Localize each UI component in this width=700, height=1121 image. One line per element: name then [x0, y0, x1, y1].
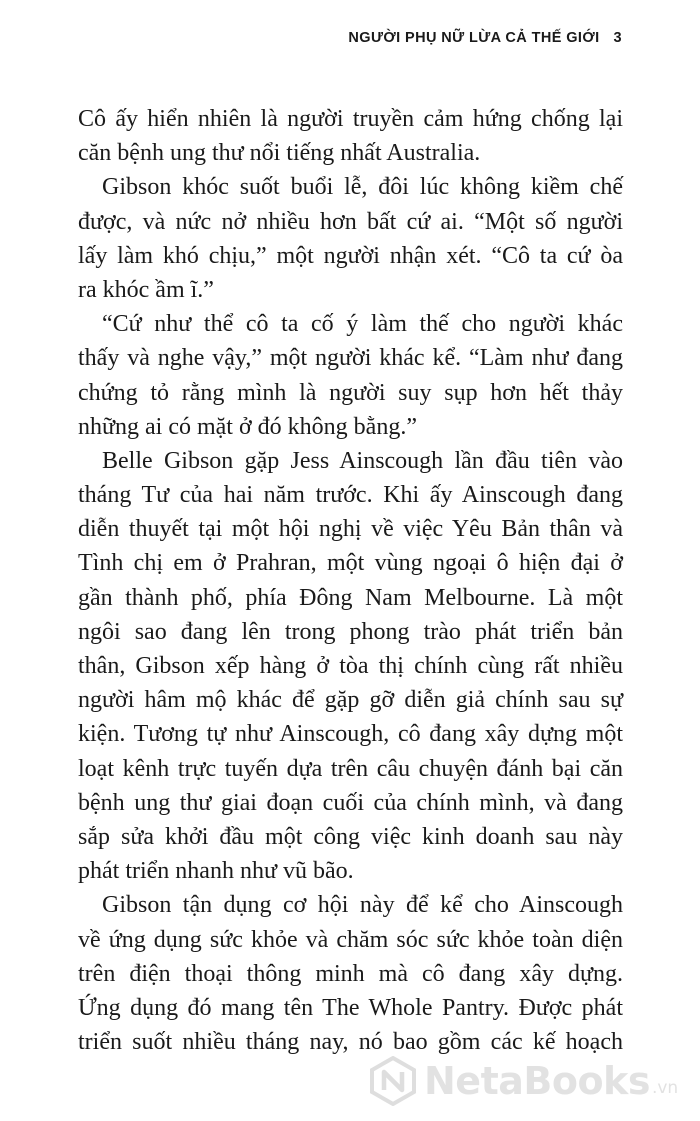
text-line: những ai có mặt ở đó không bằng.” — [78, 413, 417, 440]
text-line: chứng tỏ rằng mình là người suy sụp hơn hết thảy — [78, 379, 623, 406]
text-line: thấy và nghe vậy,” một người khác kể. “Làm như đang — [78, 345, 623, 372]
text-line: phát triển nhanh như vũ bão. — [78, 858, 354, 885]
text-line: Gibson tận dụng cơ hội này để kể cho Ainscough — [102, 892, 623, 919]
text-line: Cô ấy hiển nhiên là người truyền cảm hứng chống lại — [78, 106, 623, 132]
text-line: kiện. Tương tự như Ainscough, cô đang xây dựng một — [78, 721, 623, 748]
text-line: thân, Gibson xếp hàng ở tòa thị chính cùng rất nhiều — [78, 653, 623, 679]
text-line: về ứng dụng sức khỏe và chăm sóc sức khỏe toàn diện — [78, 926, 623, 953]
text-line: người hâm mộ khác để gặp gỡ diễn giả chính sau sự — [78, 687, 623, 714]
text-line: loạt kênh trực tuyến dựa trên câu chuyện đánh bại căn — [78, 755, 623, 782]
text-line: bệnh ung thư giai đoạn cuối của chính mình, và đang — [78, 789, 623, 816]
text-line: được, và nức nở nhiều hơn bất cứ ai. “Một số người — [78, 208, 623, 235]
text-line: ngôi sao đang lên trong phong trào phát triển bản — [78, 618, 623, 645]
text-line: trên điện thoại thông minh mà cô đang xây dựng. — [78, 960, 623, 987]
text-line: triển suốt nhiều tháng nay, nó bao gồm các kế hoạch — [78, 1029, 623, 1056]
text-line: Gibson khóc suốt buổi lễ, đôi lúc không kiềm chế — [102, 174, 623, 201]
watermark-suffix: .vn — [651, 1078, 679, 1098]
running-header — [348, 30, 622, 46]
text-line: lấy làm khó chịu,” một người nhận xét. “Cô ta cứ òa — [78, 242, 623, 269]
page-number: 3 — [613, 30, 622, 46]
netabooks-logo-icon — [368, 1056, 418, 1106]
text-line: gần thành phố, phía Đông Nam Melbourne. Là một — [78, 584, 623, 611]
text-line: căn bệnh ung thư nổi tiếng nhất Australia. — [78, 140, 481, 167]
text-line: sắp sửa khởi đầu một công việc kinh doanh sau này — [78, 823, 623, 850]
book-title: NGƯỜI PHỤ NỮ LỪA CẢ THẾ GIỚI — [348, 30, 600, 46]
text-line: “Cứ như thể cô ta cố ý làm thế cho người khác — [102, 311, 623, 338]
text-line: Ứng dụng đó mang tên The Whole Pantry. Được phát — [78, 994, 623, 1021]
watermark-brand: NetaBooks — [424, 1059, 650, 1103]
watermark — [368, 1056, 678, 1106]
text-line: Belle Gibson gặp Jess Ainscough lần đầu tiên vào — [102, 447, 623, 474]
text-line: ra khóc ầm ĩ.” — [78, 276, 214, 303]
page-body — [78, 102, 623, 1059]
text-line: tháng Tư của hai năm trước. Khi ấy Ainscough đang — [78, 482, 623, 509]
text-line: Tình chị em ở Prahran, một vùng ngoại ô hiện đại ở — [78, 550, 623, 577]
text-line: diễn thuyết tại một hội nghị về việc Yêu Bản thân và — [78, 516, 623, 543]
